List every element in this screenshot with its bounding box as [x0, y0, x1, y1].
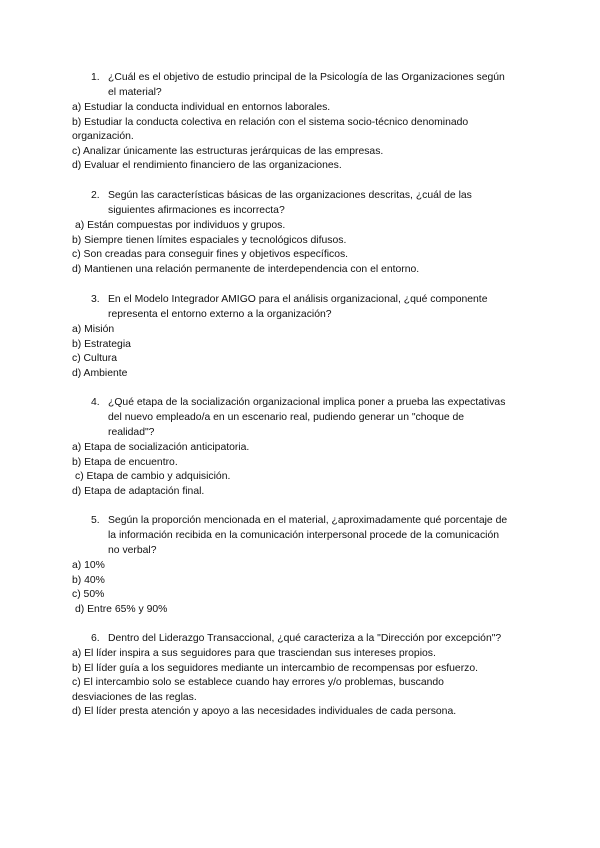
option-b: b) El líder guía a los seguidores mediante un intercambio de recompensas por esfuerzo. [72, 662, 479, 674]
question-2 [0, 188, 600, 277]
question-header [91, 292, 511, 322]
option-b: b) Estudiar la conducta colectiva en relación con el sistema socio-técnico denominado organización. [72, 116, 469, 143]
question-header [91, 395, 511, 440]
option-d: d) Entre 65% y 90% [75, 603, 168, 615]
option-d: d) Mantienen una relación permanente de interdependencia con el entorno. [72, 263, 420, 275]
question-text: Dentro del Liderazgo Transaccional, ¿qué caracteriza a la "Dirección por excepción"? [108, 633, 502, 644]
option-a: a) Misión [72, 324, 115, 335]
option-b: b) Estrategia [72, 338, 131, 350]
question-header [91, 631, 511, 646]
question-number: 5. [91, 515, 100, 526]
question-header [91, 70, 511, 100]
question-3 [0, 292, 600, 381]
question-text: ¿Qué etapa de la socialización organizacional implica poner a prueba las expectativas del nuevo empleado/a en un escenario real, pudiendo generar un "choque de realidad"? [108, 397, 506, 438]
option-d: d) Evaluar el rendimiento financiero de las organizaciones. [72, 160, 342, 172]
question-text: Según las características básicas de las organizaciones descritas, ¿cuál de las siguientes afirmaciones es incorrecta? [108, 190, 472, 216]
question-number: 6. [91, 633, 100, 644]
option-a: a) Etapa de socialización anticipatoria. [72, 442, 250, 453]
option-b: b) 40% [72, 574, 105, 586]
question-6 [0, 631, 600, 720]
option-c: c) Cultura [72, 353, 118, 365]
question-text: En el Modelo Integrador AMIGO para el análisis organizacional, ¿qué componente representa el entorno externo a la organización? [108, 294, 488, 320]
option-c: c) Son creadas para conseguir fines y objetivos específicos. [72, 249, 349, 261]
option-d: d) Etapa de adaptación final. [72, 485, 205, 497]
option-a: a) 10% [72, 560, 105, 571]
option-a: a) El líder inspira a sus seguidores para que trasciendan sus intereses propios. [72, 648, 436, 659]
option-c: c) Etapa de cambio y adquisición. [75, 471, 231, 483]
question-text: Según la proporción mencionada en el material, ¿aproximadamente qué porcentaje de la información recibida en la comunicación interpersonal procede de la comunicación no verbal? [108, 515, 508, 556]
option-a: a) Están compuestas por individuos y grupos. [75, 220, 286, 231]
option-d: d) Ambiente [72, 367, 128, 379]
option-a: a) Estudiar la conducta individual en entornos laborales. [72, 102, 331, 113]
question-number: 3. [91, 294, 100, 305]
question-text: ¿Cuál es el objetivo de estudio principal de la Psicología de las Organizaciones según el material? [108, 72, 505, 98]
question-header [91, 513, 511, 558]
question-number: 2. [91, 190, 100, 201]
question-number: 4. [91, 397, 100, 408]
question-header [91, 188, 511, 218]
option-d: d) El líder presta atención y apoyo a las necesidades individuales de cada persona. [72, 706, 457, 718]
option-b: b) Siempre tienen límites espaciales y tecnológicos difusos. [72, 234, 347, 246]
option-c: c) El intercambio solo se establece cuando hay errores y/o problemas, buscando desviaciones de las reglas. [72, 677, 444, 703]
option-c: c) Analizar únicamente las estructuras jerárquicas de las empresas. [72, 145, 384, 157]
question-4 [0, 395, 600, 499]
question-1 [0, 70, 600, 174]
question-5 [0, 513, 600, 617]
question-number: 1. [91, 72, 100, 83]
option-c: c) 50% [72, 589, 105, 601]
option-b: b) Etapa de encuentro. [72, 456, 178, 468]
